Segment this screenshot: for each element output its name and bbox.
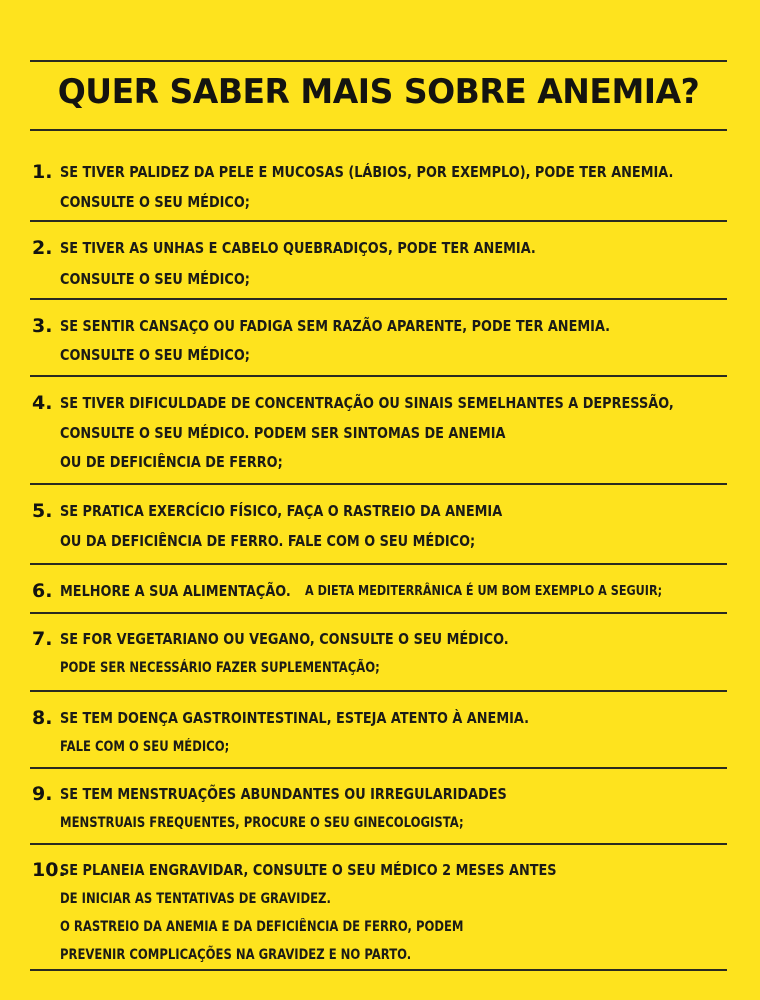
top-divider bbox=[30, 60, 727, 62]
item-number: 8. bbox=[32, 707, 53, 729]
item-line: SE TEM DOENÇA GASTROINTESTINAL, ESTEJA ATENTO À ANEMIA. bbox=[60, 709, 530, 727]
item-number: 3. bbox=[32, 315, 53, 337]
item-number: 5. bbox=[32, 500, 53, 522]
item-divider bbox=[30, 767, 727, 769]
item-line: SE SENTIR CANSAÇO OU FADIGA SEM RAZÃO APARENTE, PODE TER ANEMIA. bbox=[60, 317, 611, 335]
item-line: CONSULTE O SEU MÉDICO. PODEM SER SINTOMAS DE ANEMIA bbox=[60, 424, 506, 442]
item-line: SE FOR VEGETARIANO OU VEGANO, CONSULTE O SEU MÉDICO. bbox=[60, 630, 509, 648]
title-divider bbox=[30, 129, 727, 131]
item-line: OU DA DEFICIÊNCIA DE FERRO. FALE COM O SEU MÉDICO; bbox=[60, 532, 476, 550]
item-number: 6. bbox=[32, 580, 53, 602]
item-number: 10. bbox=[32, 859, 66, 881]
item-line: DE INICIAR AS TENTATIVAS DE GRAVIDEZ. bbox=[60, 891, 331, 907]
item-number: 2. bbox=[32, 237, 53, 259]
item-divider bbox=[30, 298, 727, 300]
item-line: SE TIVER PALIDEZ DA PELE E MUCOSAS (LÁBIOS, POR EXEMPLO), PODE TER ANEMIA. bbox=[60, 163, 674, 181]
item-divider bbox=[30, 612, 727, 614]
item-line: SE TIVER DIFICULDADE DE CONCENTRAÇÃO OU SINAIS SEMELHANTES A DEPRESSÃO, bbox=[60, 394, 674, 412]
item-line: SE TEM MENSTRUAÇÕES ABUNDANTES OU IRREGULARIDADES bbox=[60, 785, 507, 803]
item-line: A DIETA MEDITERRÂNICA É UM BOM EXEMPLO A SEGUIR; bbox=[305, 583, 663, 599]
item-line: CONSULTE O SEU MÉDICO; bbox=[60, 193, 250, 211]
item-line: PODE SER NECESSÁRIO FAZER SUPLEMENTAÇÃO; bbox=[60, 660, 380, 676]
item-line: MELHORE A SUA ALIMENTAÇÃO. bbox=[60, 582, 291, 600]
item-number: 9. bbox=[32, 783, 53, 805]
item-line: OU DE DEFICIÊNCIA DE FERRO; bbox=[60, 453, 283, 471]
item-divider bbox=[30, 483, 727, 485]
item-line: FALE COM O SEU MÉDICO; bbox=[60, 739, 230, 755]
item-line: MENSTRUAIS FREQUENTES, PROCURE O SEU GINECOLOGISTA; bbox=[60, 815, 464, 831]
page-title: QUER SABER MAIS SOBRE ANEMIA? bbox=[57, 72, 700, 112]
item-line: PREVENIR COMPLICAÇÕES NA GRAVIDEZ E NO PARTO. bbox=[60, 947, 412, 963]
item-number: 7. bbox=[32, 628, 53, 650]
item-line: SE PLANEIA ENGRAVIDAR, CONSULTE O SEU MÉDICO 2 MESES ANTES bbox=[60, 861, 557, 879]
item-line: O RASTREIO DA ANEMIA E DA DEFICIÊNCIA DE FERRO, PODEM bbox=[60, 919, 464, 935]
item-line: CONSULTE O SEU MÉDICO; bbox=[60, 270, 250, 288]
item-number: 1. bbox=[32, 161, 53, 183]
item-line: SE PRATICA EXERCÍCIO FÍSICO, FAÇA O RASTREIO DA ANEMIA bbox=[60, 502, 503, 520]
bottom-divider bbox=[30, 969, 727, 971]
item-line: SE TIVER AS UNHAS E CABELO QUEBRADIÇOS, PODE TER ANEMIA. bbox=[60, 239, 536, 257]
item-divider bbox=[30, 375, 727, 377]
item-divider bbox=[30, 220, 727, 222]
item-divider bbox=[30, 843, 727, 845]
item-number: 4. bbox=[32, 392, 53, 414]
item-line: CONSULTE O SEU MÉDICO; bbox=[60, 346, 250, 364]
item-divider bbox=[30, 563, 727, 565]
item-divider bbox=[30, 690, 727, 692]
